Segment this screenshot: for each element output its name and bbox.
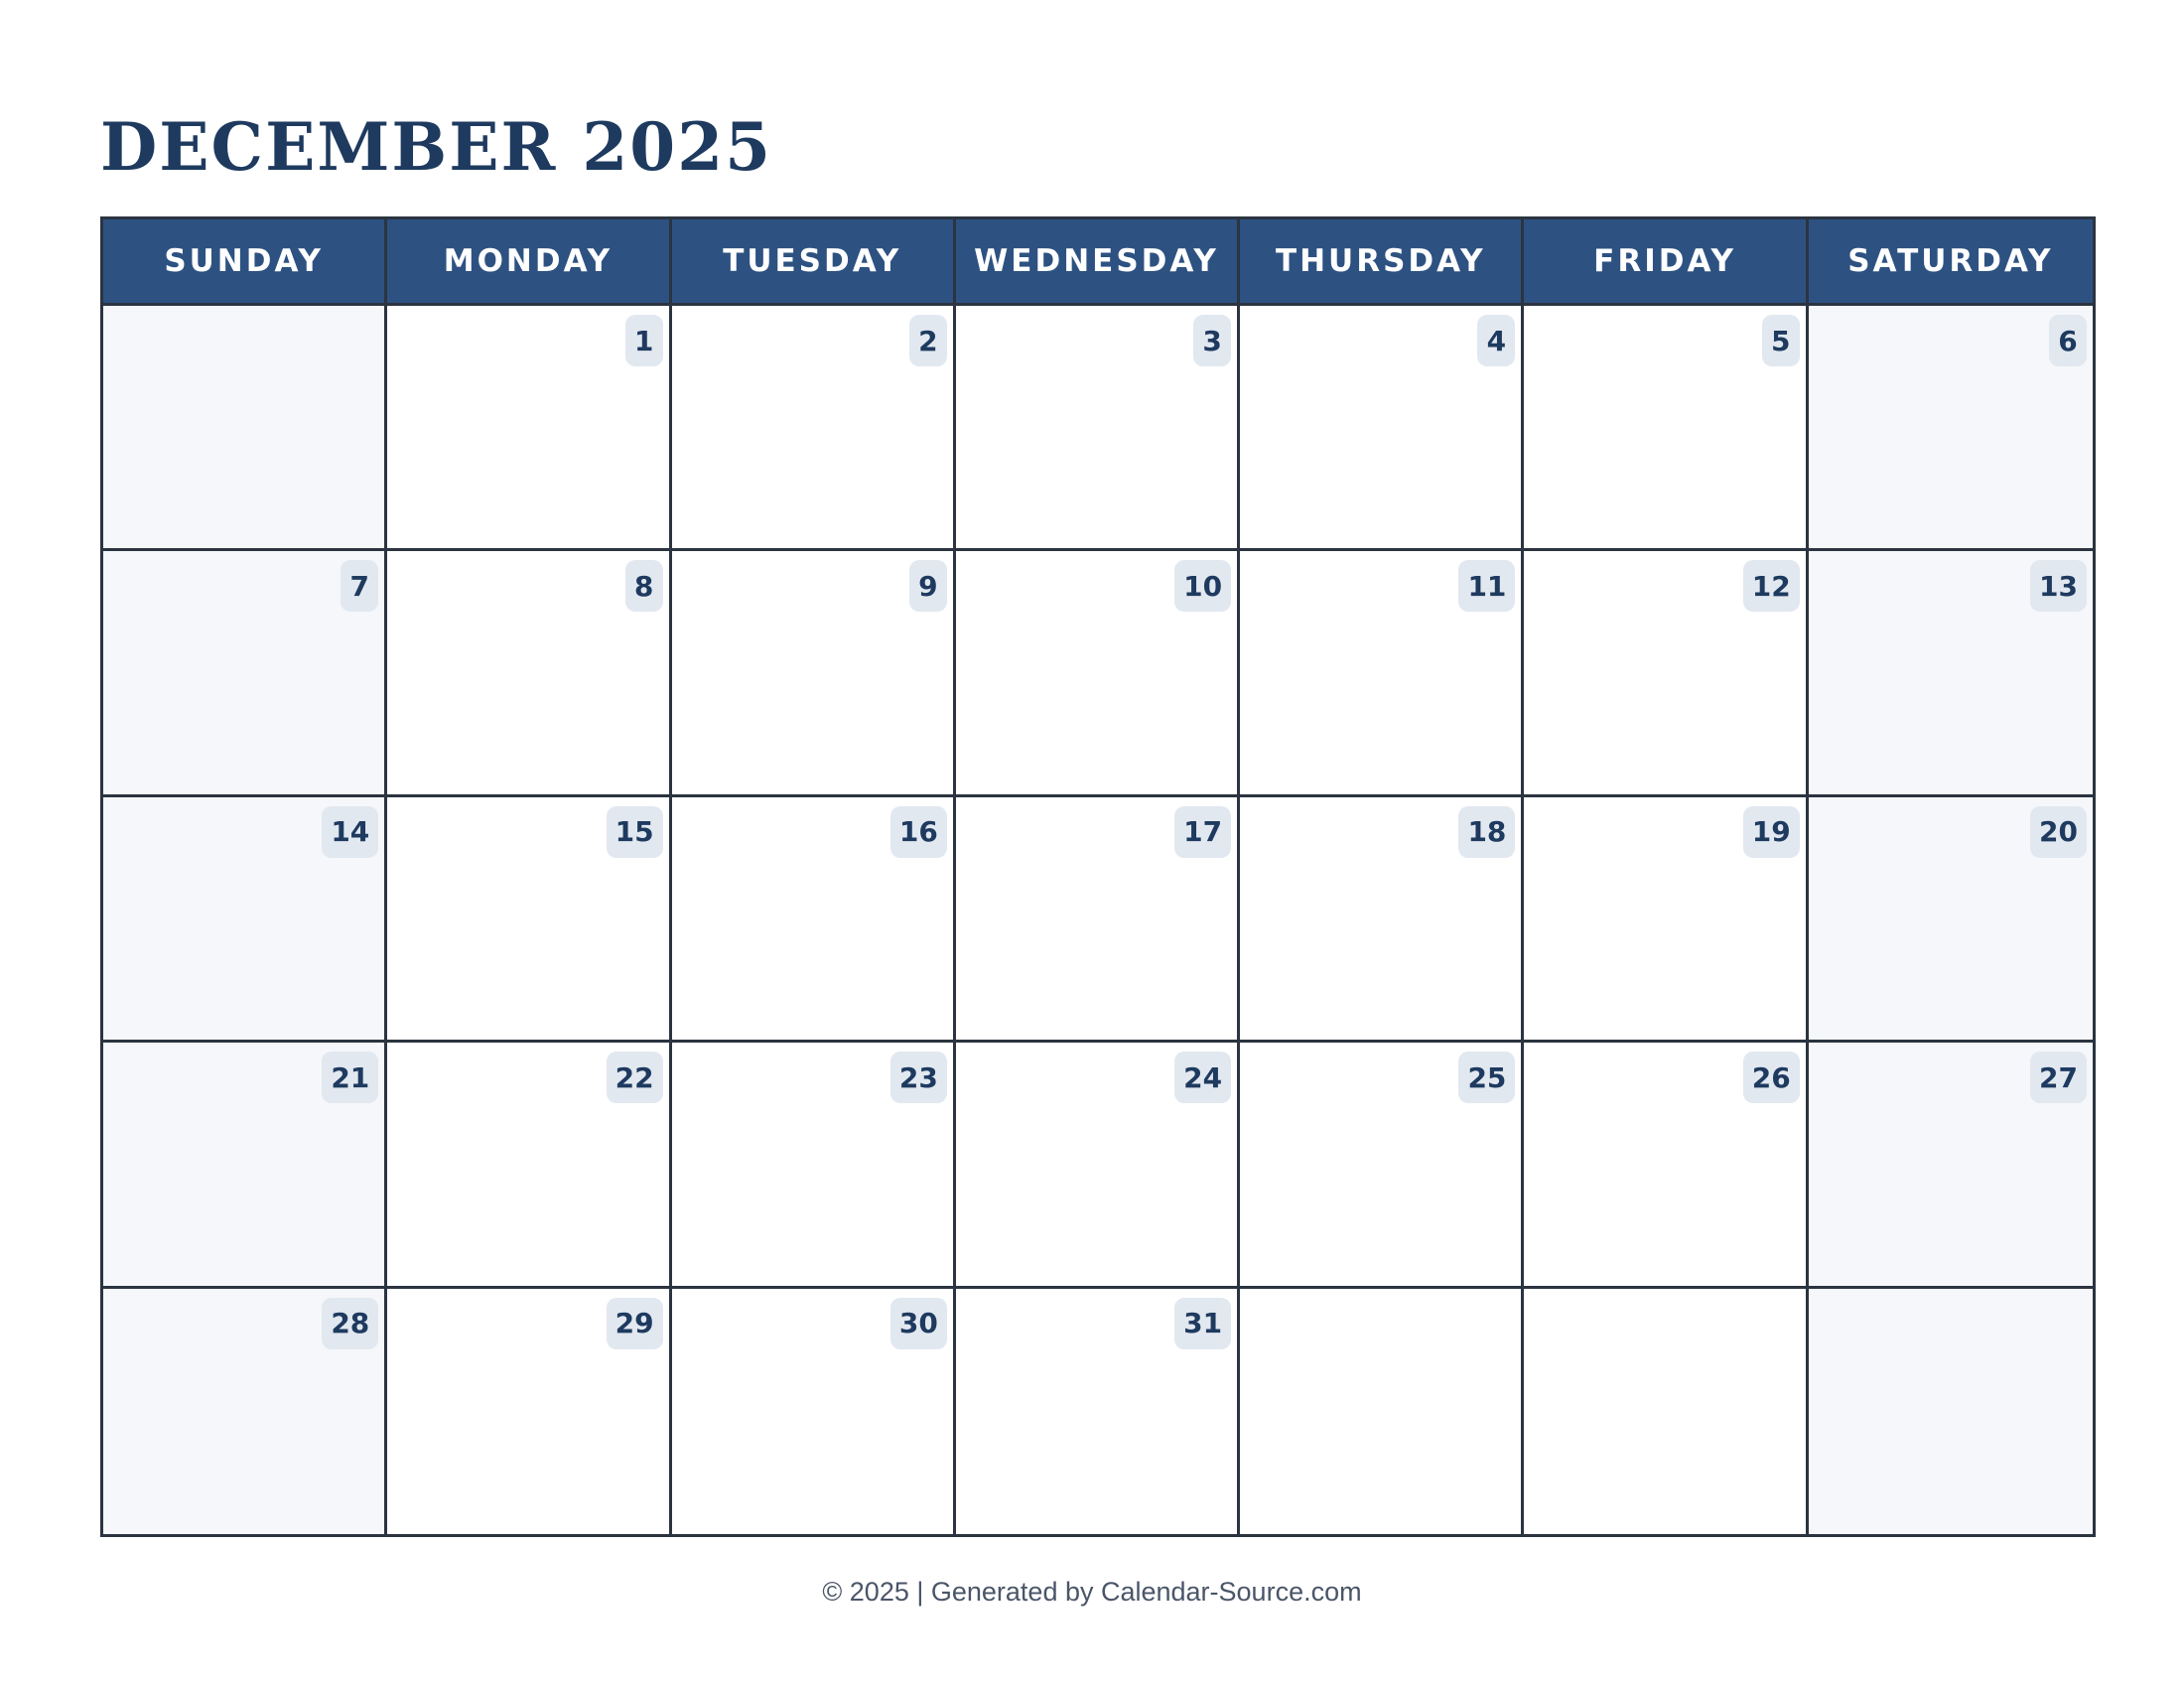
- page-title: DECEMBER 2025: [100, 108, 773, 186]
- date-number-badge: 28: [322, 1298, 378, 1349]
- empty-day-cell: [1809, 1289, 2093, 1534]
- day-cell: [1524, 551, 1808, 796]
- weekday-header-saturday: SATURDAY: [1809, 219, 2093, 306]
- date-number-badge: 1: [625, 315, 663, 366]
- date-number-badge: 20: [2030, 806, 2087, 858]
- date-number-badge: 27: [2030, 1052, 2087, 1103]
- day-cell: [672, 1043, 956, 1288]
- day-cell: [103, 1289, 387, 1534]
- day-cell: [387, 551, 671, 796]
- day-cell: [956, 1043, 1240, 1288]
- footer-credit: © 2025 | Generated by Calendar-Source.com: [822, 1577, 1362, 1607]
- date-number-badge: 3: [1193, 315, 1231, 366]
- day-cell: [1524, 1043, 1808, 1288]
- date-number-badge: 17: [1174, 806, 1231, 858]
- day-cell: [387, 306, 671, 551]
- weekday-header-sunday: SUNDAY: [103, 219, 387, 306]
- day-cell: [672, 306, 956, 551]
- day-cell: [387, 797, 671, 1043]
- date-number-badge: 15: [607, 806, 663, 858]
- day-cell: [103, 551, 387, 796]
- date-number-badge: 19: [1743, 806, 1800, 858]
- weekday-header-thursday: THURSDAY: [1240, 219, 1524, 306]
- weekday-header-friday: FRIDAY: [1524, 219, 1808, 306]
- day-cell: [1524, 797, 1808, 1043]
- date-number-badge: 16: [890, 806, 947, 858]
- date-number-badge: 10: [1174, 560, 1231, 612]
- calendar-grid: [100, 216, 2096, 1537]
- day-cell: [1809, 551, 2093, 796]
- date-number-badge: 21: [322, 1052, 378, 1103]
- date-number-badge: 5: [1762, 315, 1800, 366]
- day-cell: [1240, 551, 1524, 796]
- date-number-badge: 8: [625, 560, 663, 612]
- date-number-badge: 23: [890, 1052, 947, 1103]
- date-number-badge: 7: [341, 560, 378, 612]
- day-cell: [1240, 797, 1524, 1043]
- day-cell: [1809, 1043, 2093, 1288]
- day-cell: [1524, 306, 1808, 551]
- date-number-badge: 14: [322, 806, 378, 858]
- date-number-badge: 26: [1743, 1052, 1800, 1103]
- day-cell: [956, 1289, 1240, 1534]
- day-cell: [956, 306, 1240, 551]
- day-cell: [387, 1043, 671, 1288]
- weekday-header-tuesday: TUESDAY: [672, 219, 956, 306]
- day-cell: [672, 797, 956, 1043]
- date-number-badge: 13: [2030, 560, 2087, 612]
- date-number-badge: 6: [2049, 315, 2087, 366]
- date-number-badge: 9: [909, 560, 947, 612]
- day-cell: [103, 1043, 387, 1288]
- date-number-badge: 12: [1743, 560, 1800, 612]
- empty-day-cell: [103, 306, 387, 551]
- date-number-badge: 31: [1174, 1298, 1231, 1349]
- day-cell: [1809, 306, 2093, 551]
- day-cell: [956, 797, 1240, 1043]
- day-cell: [672, 551, 956, 796]
- date-number-badge: 18: [1458, 806, 1515, 858]
- date-number-badge: 24: [1174, 1052, 1231, 1103]
- empty-day-cell: [1524, 1289, 1808, 1534]
- weekday-header-wednesday: WEDNESDAY: [956, 219, 1240, 306]
- day-cell: [387, 1289, 671, 1534]
- day-cell: [103, 797, 387, 1043]
- day-cell: [1240, 1043, 1524, 1288]
- day-cell: [1809, 797, 2093, 1043]
- date-number-badge: 22: [607, 1052, 663, 1103]
- day-cell: [1240, 306, 1524, 551]
- weekday-header-monday: MONDAY: [387, 219, 671, 306]
- day-cell: [956, 551, 1240, 796]
- date-number-badge: 30: [890, 1298, 947, 1349]
- date-number-badge: 11: [1458, 560, 1515, 612]
- day-cell: [672, 1289, 956, 1534]
- date-number-badge: 29: [607, 1298, 663, 1349]
- date-number-badge: 25: [1458, 1052, 1515, 1103]
- empty-day-cell: [1240, 1289, 1524, 1534]
- date-number-badge: 2: [909, 315, 947, 366]
- date-number-badge: 4: [1477, 315, 1515, 366]
